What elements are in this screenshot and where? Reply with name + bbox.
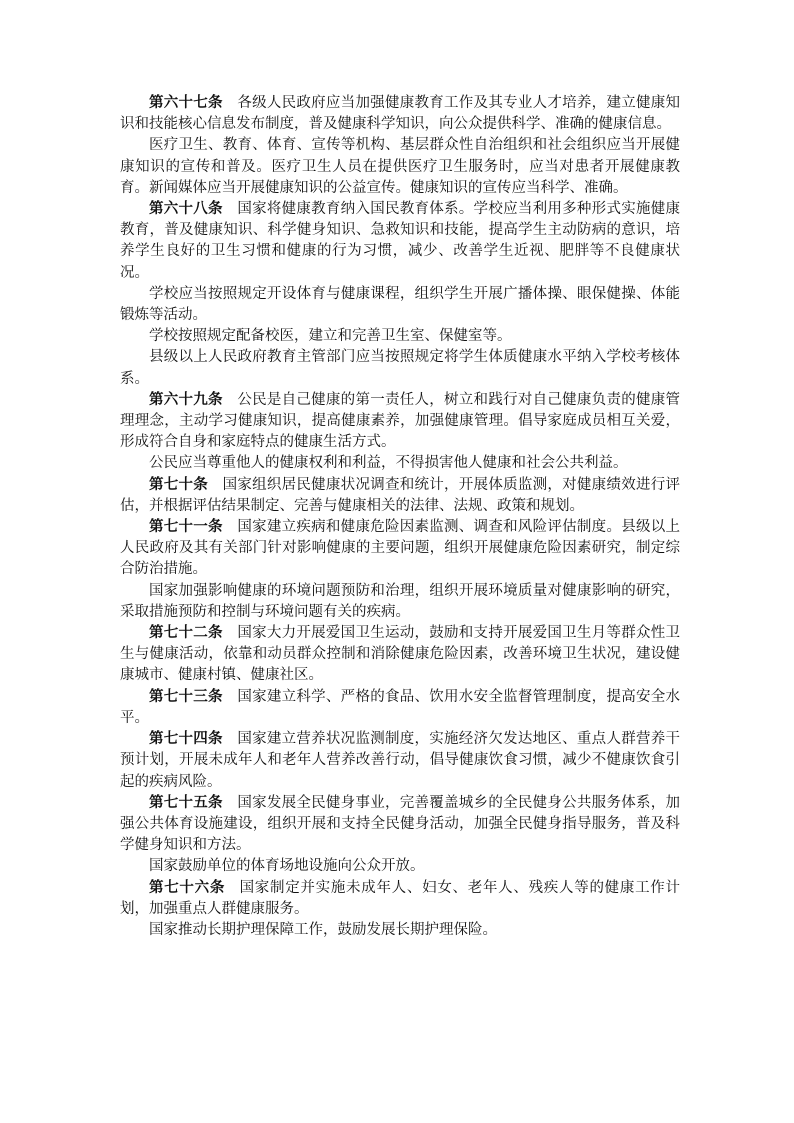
article-number: 第七十一条 [149,519,223,536]
paragraph [120,793,680,857]
article-number: 第六十九条 [149,391,223,408]
paragraph-text: 学校按照规定配备校医，建立和完善卫生室、保健室等。 [149,328,512,345]
paragraph-text: 国家制定并实施未成年人、妇女、老年人、残疾人等的健康工作计划，加强重点人群健康服务。 [120,879,680,917]
paragraph [120,729,680,793]
paragraph-text: 学校应当按照规定开设体育与健康课程，组织学生开展广播体操、眼保健操、体能锻炼等活动。 [120,285,680,324]
paragraph-text: 国家建立疾病和健康危险因素监测、调查和风险评估制度。县级以上人民政府及其有关部门针对影响健康的主要问题，组织开展健康危险因素研究，制定综合防治措施。 [120,519,681,578]
paragraph-text: 公民应当尊重他人的健康权利和利益，不得损害他人健康和社会公共利益。 [149,455,628,472]
paragraph-text: 公民是自己健康的第一责任人，树立和践行对自己健康负责的健康管理理念，主动学习健康知识，提高健康素养，加强健康管理。倡导家庭成员相互关爱，形成符合自身和家庭特点的健康生活方式。 [120,391,681,451]
paragraph-text: 国家建立科学、严格的食品、饮用水安全监督管理制度，提高安全水平。 [120,688,681,726]
paragraph [120,581,680,623]
paragraph-text: 国家大力开展爱国卫生运动，鼓励和支持开展爱国卫生月等群众性卫生与健康活动，依靠和动员群众控制和消除健康危险因素，改善环境卫生状况，建设健康城市、健康村镇、健康社区。 [120,625,681,684]
paragraph [120,453,680,474]
paragraph [120,475,680,517]
paragraph [120,284,680,326]
article-number: 第七十二条 [149,625,223,642]
paragraph [120,517,680,581]
paragraph-text: 国家推动长期护理保障工作，鼓励发展长期护理保险。 [149,921,497,938]
paragraph [120,623,680,687]
paragraph-text: 国家加强影响健康的环境问题预防和治理，组织开展环境质量对健康影响的研究，采取措施预防和控制与环境问题有关的疾病。 [120,582,680,620]
document-body [120,93,680,941]
article-number: 第六十八条 [149,201,223,218]
paragraph [120,856,680,877]
paragraph-text: 国家建立营养状况监测制度，实施经济欠发达地区、重点人群营养干预计划，开展未成年人和老年人营养改善行动，倡导健康饮食习惯，减少不健康饮食引起的疾病风险。 [120,731,681,790]
article-number: 第六十七条 [149,95,223,111]
paragraph-text: 国家组织居民健康状况调查和统计，开展体质监测，对健康绩效进行评估，并根据评估结果制定、完善与健康相关的法律、法规、政策和规划。 [120,476,681,514]
paragraph [120,687,680,729]
paragraph-text: 医疗卫生、教育、体育、宣传等机构、基层群众性自治组织和社会组织应当开展健康知识的宣传和普及。医疗卫生人员在提供医疗卫生服务时，应当对患者开展健康教育。新闻媒体应当开展健康知识的公益宣传。健康知识的宣传应当科学、准确。 [120,137,680,196]
paragraph [120,135,680,199]
article-number: 第七十六条 [149,879,226,896]
article-number: 第七十条 [149,476,209,493]
paragraph [120,390,680,454]
paragraph-text: 国家鼓励单位的体育场地设施向公众开放。 [149,858,425,875]
paragraph-text: 县级以上人民政府教育主管部门应当按照规定将学生体质健康水平纳入学校考核体系。 [120,349,680,387]
paragraph-text: 国家将健康教育纳入国民教育体系。学校应当利用多种形式实施健康教育，普及健康知识、科学健身知识、急救知识和技能，提高学生主动防病的意识，培养学生良好的卫生习惯和健康的行为习惯，减少、改善学生近视、肥胖等不良健康状况。 [120,201,681,281]
article-number: 第七十三条 [149,688,223,705]
paragraph [120,347,680,389]
paragraph [120,878,680,920]
paragraph [120,920,680,941]
paragraph [120,93,680,135]
article-number: 第七十四条 [149,731,223,748]
paragraph [120,326,680,347]
paragraph-text: 各级人民政府应当加强健康教育工作及其专业人才培养，建立健康知识和技能核心信息发布制度，普及健康科学知识，向公众提供科学、准确的健康信息。 [120,95,681,133]
article-number: 第七十五条 [149,794,223,811]
paragraph [120,199,680,284]
paragraph-text: 国家发展全民健身事业，完善覆盖城乡的全民健身公共服务体系，加强公共体育设施建设，组织开展和支持全民健身活动，加强全民健身指导服务，普及科学健身知识和方法。 [120,794,681,854]
